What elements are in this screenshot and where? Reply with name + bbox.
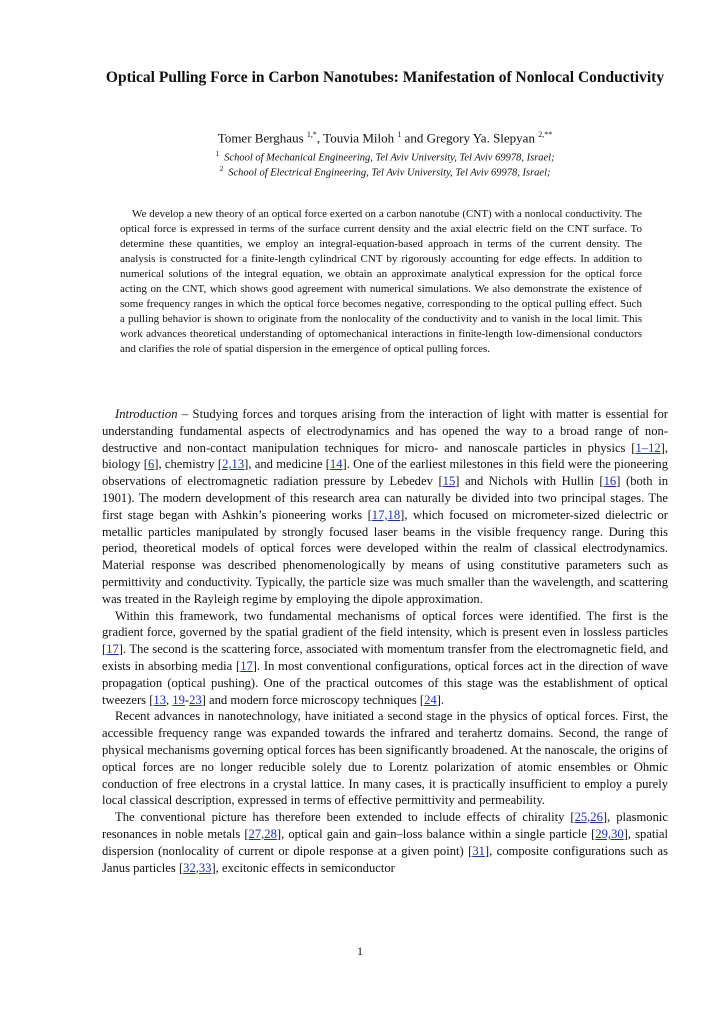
paper-title: Optical Pulling Force in Carbon Nanotubes: Manifestation of Nonlocal Conductivity (105, 69, 665, 86)
affiliation-1-text: School of Mechanical Engineering, Tel Aviv University, Tel Aviv 69978, Israel; (224, 152, 555, 164)
citation-link[interactable]: 19 (172, 692, 185, 707)
citation-link[interactable]: 25,26 (574, 810, 603, 825)
abstract: We develop a new theory of an optical force exerted on a carbon nanotube (CNT) with a nonlocal conductivity. The optical force is expressed in terms of the surface current density and the axial electric field on the CNT surface. To determine these quantities, we employ an integral-equation-based approach in terms of the current density. The analysis is constructed for a finite-length cylindrical CNT by rigorously accounting for edge effects. In addition to numerical solutions of the integral equation, we obtain an approximate analytical expression for the optical force acting on the CNT, which shows good agreement with numerical simulations. We also demonstrate the existence of some frequency ranges in which the optical force becomes negative, corresponding to the optical pulling effect. Such a pulling behavior is shown to originate from the nonlocality of the conductivity and to vanish in the local limit. This work advances theoretical understanding of optomechanical interactions in finite-length low-dimensional conductors and clarifies the role of spatial dispersion in the emergence of optical pulling forces. (120, 208, 642, 355)
citation-link[interactable]: 2,13 (222, 457, 245, 472)
affiliation-2 (100, 162, 670, 181)
author-3-corresponding-mark: ** (544, 130, 553, 139)
citation-link[interactable]: 27,28 (248, 826, 277, 841)
citation-link[interactable]: 13 (153, 692, 166, 707)
section-heading-introduction: Introduction (115, 407, 178, 421)
text-run: ] and modern force microscopy techniques [ (201, 692, 425, 707)
text-run: ], excitonic effects in semiconductor (211, 860, 395, 875)
text-run: ]. (436, 692, 445, 707)
affiliation-2-number: 2 (219, 164, 224, 173)
paragraph-framework (102, 608, 668, 709)
text-run: ], composite configurations such as Janus particles [ (102, 843, 668, 875)
text-run: ], chemistry [ (154, 457, 223, 472)
author-2-affil: 1 (397, 130, 402, 139)
citation-link[interactable]: 6 (147, 457, 155, 472)
paragraph-recent-advances: Recent advances in nanotechnology, have initiated a second stage in the physics of optical forces. First, the accessible frequency range was expanded towards the infrared and terahertz domains. Second, the range of physical mechanisms governing optical forces has been significantly broadened. At the nanoscale, the origins of optical forces are no longer reducible solely due to Lorentz polarization of atomic ensembles or Ohmic conduction of free electrons in a crystal lattice. In many cases, it is practically insufficient to employ a purely local classical description, expressed in terms of effective permittivity and permeability. (102, 709, 668, 808)
text-run: – Studying forces and torques arising from the interaction of light with matter is essential for understanding fundamental aspects of electrodynamics and has opened the way to a broad range of non-destructive and non-contact manipulation techniques for micro- and nanoscale particles in physics [ (102, 407, 668, 455)
text-run: ], plasmonic resonances in noble metals [ (102, 810, 668, 841)
citation-link[interactable]: 17 (240, 658, 253, 673)
citation-link[interactable]: 14 (329, 457, 343, 472)
text-run: ]. In most conventional configurations, optical forces act in the direction of wave propagation (optical pushing). One of the practical outcomes of this stage was the establishment of optical tweezers [ (102, 658, 668, 707)
citation-link[interactable]: 16 (603, 474, 617, 489)
citation-link[interactable]: 23 (189, 692, 202, 707)
affiliation-2-text: School of Electrical Engineering, Tel Aviv University, Tel Aviv 69978, Israel; (228, 167, 551, 179)
paragraph-conventional-picture (102, 809, 668, 876)
author-1-affil (307, 130, 317, 139)
text-run: , (165, 692, 173, 707)
affiliation-1-number: 1 (215, 149, 220, 158)
paragraph-introduction (102, 406, 668, 608)
citation-link[interactable]: 32,33 (183, 860, 212, 875)
author-3-name: and Gregory Ya. Slepyan (401, 130, 539, 146)
citation-link[interactable]: 15 (442, 474, 456, 489)
author-2-name: , Touvia Miloh (316, 130, 398, 146)
citation-link[interactable]: 31 (472, 843, 485, 858)
text-run: ], optical gain and gain–loss balance within a single particle [ (276, 826, 596, 841)
author-line (100, 127, 670, 146)
author-1-affil-num: 1, (306, 130, 313, 139)
citation-link[interactable]: 1–12 (635, 440, 661, 455)
text-run: - (184, 692, 190, 707)
page-number: 1 (357, 944, 363, 958)
text-run: ] (both in 1901). The modern development of this research area can naturally be divided into two principal stages. The first stage began with Ashkin’s pioneering works [ (102, 474, 669, 522)
text-run: ] and Nichols with Hullin [ (455, 474, 604, 489)
author-3-affil (538, 130, 552, 139)
author-1-corresponding-mark: * (312, 130, 317, 139)
text-run: ], biology [ (102, 440, 668, 472)
text-run: ], which focused on micrometer-sized dielectric or metallic particles manipulated by strongly focused laser beams in the visible frequency range. During this period, theoretical models of optical forces were developed within the realm of classical electrodynamics. Material response was described phenomenologically by means of using constitutive parameters such as permittivity and conductivity. Typically, the particle size was much smaller than the wavelength, and scattering was treated in the Rayleigh regime by employing the dipole approximation. (102, 507, 668, 606)
text-run: ]. The second is the scattering force, associated with momentum transfer from the electromagnetic field, and exists in absorbing media [ (102, 642, 668, 673)
text-run: ]. One of the earliest milestones in this field were the pioneering observations of electromagnetic radiation pressure by Lebedev [ (102, 457, 668, 489)
citation-link[interactable]: 17,18 (371, 507, 401, 522)
text-run: ], spatial dispersion (nonlocality of current or dipole response at a given point) [ (102, 826, 668, 858)
citation-link[interactable]: 24 (424, 692, 437, 707)
text-run: The conventional picture has therefore been extended to include effects of chirality [ (115, 810, 575, 825)
text-run: Within this framework, two fundamental mechanisms of optical forces were identified. The first is the gradient force, governed by the spatial gradient of the field intensity, which is present even in lossless particles [ (102, 608, 668, 657)
text-run: ], and medicine [ (244, 457, 330, 472)
citation-link[interactable]: 29,30 (595, 826, 624, 841)
author-1-name: Tomer Berghaus (217, 130, 307, 146)
main-text (102, 406, 668, 876)
author-3-affil-num: 2, (538, 130, 545, 139)
citation-link[interactable]: 17 (106, 642, 119, 657)
